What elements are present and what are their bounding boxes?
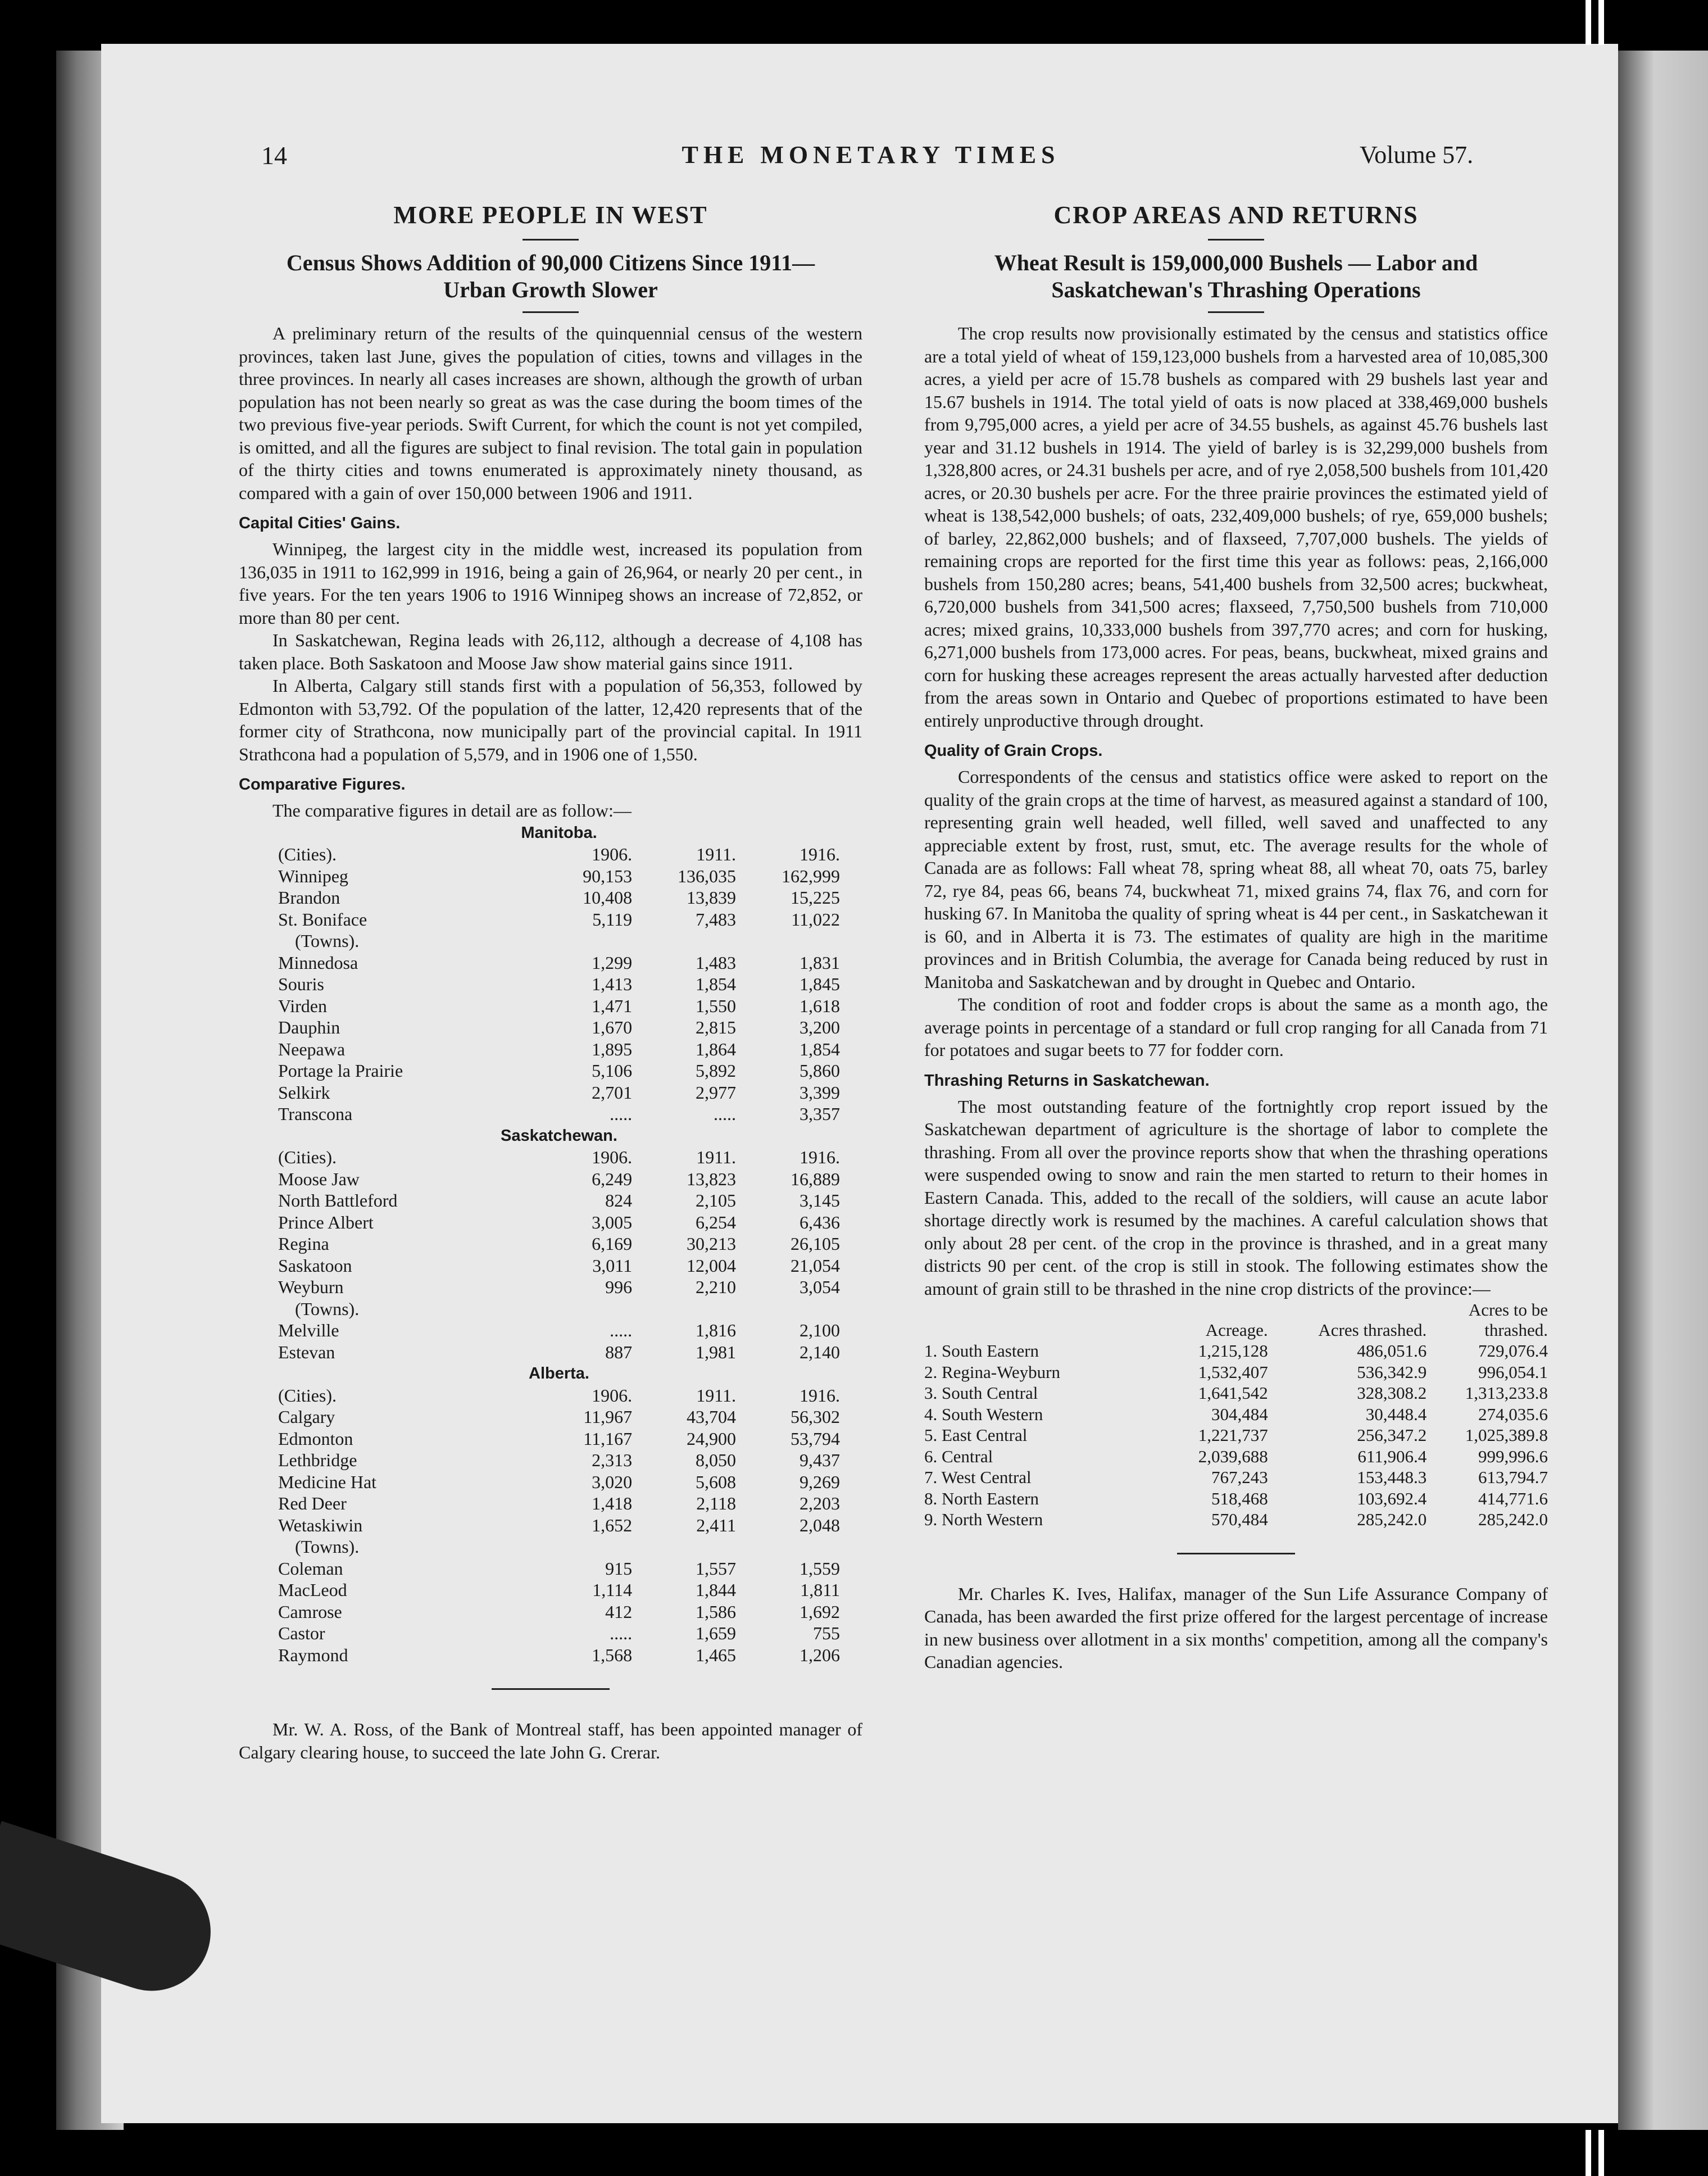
district-row [924, 1382, 1548, 1404]
subhead-line: Census Shows Addition of 90,000 Citizens Since 1911— [286, 250, 815, 275]
acres-thrashed: 328,308.2 [1357, 1383, 1427, 1403]
acreage: 1,215,128 [1198, 1341, 1268, 1361]
acres-to-be-thrashed: 1,313,233.8 [1465, 1383, 1548, 1403]
pop-1906: 2,313 [592, 1450, 633, 1470]
paragraph: In Alberta, Calgary still stands first with a population of 56,353, followed by Edmonton with 53,792. Of the population of the latter, 12,420 represents that of the former city of Strathcona, now municipally part of the provincial capital. In 1911 Strathcona had a population of 5,579, and in 1906 one of 1,550. [239, 676, 862, 764]
pop-1906: 3,020 [592, 1471, 633, 1492]
divider-rule [1208, 239, 1264, 241]
pop-1911: 1,816 [696, 1320, 737, 1340]
pop-1911: 13,823 [687, 1168, 737, 1189]
film-edge-mark [1598, 2130, 1604, 2176]
district-label: North Western [942, 1509, 1043, 1529]
province-heading-row [278, 822, 840, 844]
place-name: St. Boniface [278, 909, 367, 930]
district-label: South Central [942, 1383, 1038, 1403]
subhead-line: Urban Growth Slower [443, 277, 658, 302]
acreage: 1,221,737 [1198, 1425, 1268, 1445]
pop-1911: 1911. [696, 844, 737, 864]
district-label: South Eastern [942, 1341, 1039, 1361]
district-number: 1. [924, 1341, 938, 1361]
pop-1911: 5,608 [696, 1471, 737, 1492]
district-number: 4. [924, 1404, 938, 1424]
census-row [278, 1103, 840, 1125]
pop-1916: 9,269 [800, 1471, 840, 1492]
census-row [278, 1017, 840, 1039]
acreage: 2,039,688 [1198, 1446, 1268, 1466]
district-label: East Central [942, 1425, 1028, 1445]
place-name: Virden [278, 995, 327, 1016]
place-name: (Towns). [295, 1536, 360, 1557]
subhead-line: Wheat Result is 159,000,000 Bushels — Labor and [994, 250, 1478, 275]
census-row [278, 909, 840, 931]
pop-1906: 1906. [592, 844, 633, 864]
census-row [278, 1341, 840, 1363]
census-subheading-row [278, 1536, 840, 1558]
divider-rule [523, 239, 579, 241]
census-row [278, 1320, 840, 1341]
district-label: South Western [942, 1404, 1043, 1424]
pop-1911: 1,550 [696, 995, 737, 1016]
census-row [278, 1060, 840, 1082]
place-name: Winnipeg [278, 865, 348, 886]
acreage: 570,484 [1211, 1509, 1268, 1529]
pop-1916: 1,831 [800, 952, 840, 973]
pop-1916: 3,054 [800, 1277, 840, 1297]
pop-1911: 6,254 [696, 1212, 737, 1232]
pop-1916: 9,437 [800, 1450, 840, 1470]
pop-1911: 12,004 [687, 1255, 737, 1276]
census-row [278, 1622, 840, 1644]
census-row [278, 1471, 840, 1493]
place-name: Neepawa [278, 1039, 346, 1059]
place-name: (Cities). [278, 1147, 337, 1167]
district-name [924, 1340, 1166, 1362]
place-name: Prince Albert [278, 1212, 374, 1232]
place-name: Coleman [278, 1558, 343, 1579]
pop-1916: 1,692 [800, 1601, 840, 1622]
acreage: 1,641,542 [1198, 1383, 1268, 1403]
acreage-col-head: Acreage. [1205, 1320, 1268, 1340]
paragraph: Winnipeg, the largest city in the middle west, increased its population from 136,035 in 1911 to 162,999 in 1916, being a gain of 26,964, or nearly 20 per cent., in five years. For the ten years 1906 to 1916 Winnipeg shows an increase of 72,852, or more than 80 per cent. [239, 539, 862, 628]
pop-1906: 1,895 [592, 1039, 633, 1059]
pop-1906: 5,106 [592, 1060, 633, 1081]
pop-1916 [736, 1536, 840, 1558]
pop-1916: 1,811 [800, 1580, 840, 1600]
census-row [278, 995, 840, 1017]
pop-1916: 6,436 [800, 1212, 840, 1232]
pop-1906 [529, 1298, 632, 1320]
pop-1916: 162,999 [782, 865, 840, 886]
census-subheading-row [278, 1298, 840, 1320]
district-number: 2. [924, 1362, 938, 1382]
paragraph: The most outstanding feature of the fortnightly crop report issued by the Saskatchewan department of agriculture is the shortage of labor to complete the thrashing. From all over the province reports show that when the thrashing operations were suspended owing to snow and rain the men started to return to their homes in Eastern Canada. This, added to the recall of the soldiers, will cause an acute labor shortage directly work is resumed by the machines. A careful calculation shows that only about 28 per cent. of the crop in the province is thrashed, and in a great many districts 90 per cent. of the crop is still in stook. The following estimates show the amount of grain still to be thrashed in the nine crop districts of the province:— [924, 1096, 1548, 1299]
pop-1911: 1,586 [696, 1601, 737, 1622]
pop-1916: 2,203 [800, 1493, 840, 1513]
district-row [924, 1509, 1548, 1530]
acres-thrashed: 153,448.3 [1357, 1467, 1427, 1487]
province-name: Alberta. [529, 1364, 589, 1382]
census-row [278, 1579, 840, 1601]
pop-1911: 1,659 [696, 1623, 737, 1643]
pop-1906: ..... [610, 1320, 633, 1340]
place-name: (Cities). [278, 1385, 337, 1406]
district-name [924, 1467, 1166, 1488]
acres-thrashed: 285,242.0 [1357, 1509, 1427, 1529]
col-head-line: Acres to be [1468, 1300, 1548, 1320]
pop-1906: 11,167 [583, 1428, 633, 1449]
pop-1916: 11,022 [791, 909, 840, 930]
pop-1911: 1,981 [696, 1341, 737, 1362]
left-column [239, 200, 862, 1764]
place-name: (Cities). [278, 844, 337, 864]
section-heading: Thrashing Returns in Saskatchewan. [924, 1071, 1210, 1090]
place-name: (Towns). [295, 1298, 360, 1319]
pop-1911: 5,892 [696, 1060, 737, 1081]
pop-1906: 412 [605, 1601, 633, 1622]
province-name: Saskatchewan. [501, 1126, 617, 1145]
census-row [278, 1406, 840, 1428]
place-name: Saskatoon [278, 1255, 352, 1276]
pop-1911: 24,900 [687, 1428, 737, 1449]
paragraph: The comparative figures in detail are as follow:— [272, 800, 632, 820]
pop-1916: 3,145 [800, 1190, 840, 1211]
district-name [924, 1509, 1166, 1530]
divider-rule [523, 311, 579, 313]
district-number: 5. [924, 1425, 938, 1445]
census-row [278, 1233, 840, 1255]
section-heading: Capital Cities' Gains. [239, 514, 401, 532]
census-row [278, 865, 840, 887]
pop-1906: ..... [610, 1623, 633, 1643]
pop-1911: 2,210 [696, 1277, 737, 1297]
thrash-header-row [924, 1300, 1548, 1340]
pop-1916: 2,048 [800, 1515, 840, 1535]
acreage: 767,243 [1211, 1467, 1268, 1487]
acres-to-be-thrashed: 729,076.4 [1478, 1341, 1548, 1361]
pop-1916: 1916. [800, 844, 840, 864]
pop-1916: 755 [813, 1623, 840, 1643]
pop-1916: 3,200 [800, 1017, 840, 1037]
pop-1906: 824 [605, 1190, 633, 1211]
district-number: 3. [924, 1383, 938, 1403]
district-label: Regina-Weyburn [942, 1362, 1060, 1382]
adjacent-page-edge [1618, 51, 1708, 2130]
pop-1916: 3,399 [800, 1082, 840, 1103]
acres-to-be-thrashed: 1,025,389.8 [1465, 1425, 1548, 1445]
place-name: Camrose [278, 1601, 342, 1622]
pop-1906: 996 [605, 1277, 633, 1297]
place-name: Wetaskiwin [278, 1515, 363, 1535]
pop-1911: 1,844 [696, 1580, 737, 1600]
paragraph: The condition of root and fodder crops is about the same as a month ago, the average points in percentage of a standard or full crop ranging for all Canada from 71 for potatoes and sugar beets to 77 for fodder corn. [924, 994, 1548, 1060]
place-name: Portage la Prairie [278, 1060, 403, 1081]
intro-paragraph: The crop results now provisionally estimated by the census and statistics office are a total yield of wheat of 159,123,000 bushels from a harvested area of 10,085,300 acres, a yield per acre of 15.78 bushels as compared with 29 bushels last year and 15.67 bushels in 1914. The total yield of oats is now placed at 338,469,000 bushels from 9,795,000 acres, a yield per acre of 34.55 bushels, as against 45.76 bushels last year and 31.12 bushels in 1914. The yield of barley is is 32,299,000 bushels from 1,328,800 acres, or 24.31 bushels per acre, and of rye 2,058,500 bushels from 101,420 acres, or 20.30 bushels per acre. For the three prairie provinces the estimated yield of wheat is 138,542,000 bushels; of oats, 232,409,000 bushels; of rye, 659,000 bushels; of barley, 22,862,000 bushels; and of flaxseed, 7,707,000 bushels. The yields of remaining crops are reported for the first time this year as follows: peas, 2,166,000 bushels from 150,280 acres; beans, 541,400 bushels from 32,500 acres; buckwheat, 6,720,000 bushels from 341,500 acres; flaxseed, 7,750,500 bushels from 710,000 acres; mixed grains, 10,333,000 bushels from 397,770 acres; and corn for husking, 6,271,000 bushels from 173,000 acres. For peas, beans, buckwheat, mixed grains and corn for husking these acreages represent the areas actually harvested after deduction from the areas sown in Ontario and Quebec of proportions estimated to have been entirely unproductive through drought. [924, 323, 1548, 731]
pop-1916: 3,357 [800, 1104, 840, 1124]
district-name [924, 1362, 1166, 1383]
pop-1911: 1,557 [696, 1558, 737, 1579]
place-name: Selkirk [278, 1082, 330, 1103]
census-row [278, 952, 840, 974]
place-name: Lethbridge [278, 1450, 357, 1470]
section-heading: Comparative Figures. [239, 776, 406, 794]
pop-1906: 3,005 [592, 1212, 633, 1232]
district-name [924, 1488, 1166, 1509]
census-row [278, 1082, 840, 1104]
pop-1906: 11,967 [583, 1407, 633, 1427]
pop-1911 [632, 930, 736, 952]
news-note: Mr. W. A. Ross, of the Bank of Montreal staff, has been appointed manager of Calgary clearing house, to succeed the late John G. Crerar. [239, 1719, 862, 1762]
district-col-head [924, 1300, 1166, 1340]
pop-1906: 887 [605, 1341, 633, 1362]
pop-1906: 1,471 [592, 995, 633, 1016]
census-subheading-row [278, 844, 840, 865]
pop-1916: 1916. [800, 1385, 840, 1406]
divider-rule [492, 1688, 610, 1690]
acreage: 1,532,407 [1198, 1362, 1268, 1382]
acres-to-be-thrashed: 274,035.6 [1478, 1404, 1548, 1424]
place-name: MacLeod [278, 1580, 347, 1600]
pop-1916: 1,854 [800, 1039, 840, 1059]
place-name: Minnedosa [278, 952, 358, 973]
pop-1916: 53,794 [791, 1428, 840, 1449]
magazine-title: THE MONETARY TIMES [682, 141, 1060, 169]
pop-1906: 1,299 [592, 952, 633, 973]
district-label: North Eastern [942, 1488, 1039, 1508]
pop-1916 [736, 930, 840, 952]
census-row [278, 1428, 840, 1450]
census-row [278, 1190, 840, 1212]
census-row [278, 1212, 840, 1234]
acres-thrashed: 486,051.6 [1357, 1341, 1427, 1361]
district-label: West Central [941, 1467, 1032, 1487]
acres-to-be-thrashed: 996,054.1 [1478, 1362, 1548, 1382]
film-edge-mark [1586, 2130, 1591, 2176]
pop-1906: 2,701 [592, 1082, 633, 1103]
pop-1911: 8,050 [696, 1450, 737, 1470]
pop-1911: 1,864 [696, 1039, 737, 1059]
pop-1911: 136,035 [678, 865, 737, 886]
census-row [278, 1601, 840, 1623]
district-row [924, 1362, 1548, 1383]
pop-1916: 21,054 [791, 1255, 840, 1276]
pop-1911: 2,411 [696, 1515, 737, 1535]
province-name: Manitoba. [521, 823, 597, 842]
place-name: Raymond [278, 1644, 348, 1665]
district-row [924, 1446, 1548, 1467]
place-name: Souris [278, 974, 324, 994]
pop-1911: ..... [714, 1104, 737, 1124]
acres-thrashed: 536,342.9 [1357, 1362, 1427, 1382]
acres-to-be-thrashed: 999,996.6 [1478, 1446, 1548, 1466]
pop-1916: 2,140 [800, 1341, 840, 1362]
pop-1911: 1,854 [696, 974, 737, 994]
place-name: North Battleford [278, 1190, 398, 1211]
pop-1911: 30,213 [687, 1234, 737, 1254]
pop-1916: 5,860 [800, 1060, 840, 1081]
census-row [278, 1493, 840, 1515]
place-name: Castor [278, 1623, 325, 1643]
district-number: 6. [924, 1446, 938, 1466]
census-row [278, 1039, 840, 1060]
census-row [278, 1255, 840, 1277]
pop-1906: 6,169 [592, 1234, 633, 1254]
census-subheading-row [278, 930, 840, 952]
place-name: Red Deer [278, 1493, 347, 1513]
place-name: Moose Jaw [278, 1168, 360, 1189]
pop-1911: 2,977 [696, 1082, 737, 1103]
pop-1906: 1,652 [592, 1515, 633, 1535]
pop-1906: 1,670 [592, 1017, 633, 1037]
pop-1906: 1,418 [592, 1493, 633, 1513]
district-name [924, 1382, 1166, 1404]
acreage: 518,468 [1211, 1488, 1268, 1508]
census-row [278, 1558, 840, 1580]
acres-to-be-thrashed: 613,794.7 [1478, 1467, 1548, 1487]
acres-to-be-thrashed: 414,771.6 [1478, 1488, 1548, 1508]
census-row [278, 1515, 840, 1536]
right-column [924, 200, 1548, 1674]
pop-1916: 2,100 [800, 1320, 840, 1340]
intro-paragraph: A preliminary return of the results of the quinquennial census of the western provinces, taken last June, gives the population of cities, towns and villages in the three provinces. In nearly all cases increases are shown, although the growth of urban population has not been nearly so great as was the case during the boom times of the two previous five-year periods. Swift Current, for which the count is not yet compiled, is omitted, and all the figures are subject to final revision. The total gain in population of the thirty cities and towns enumerated is approximately ninety thousand, as compared with a gain of over 150,000 between 1906 and 1911. [239, 323, 862, 503]
pop-1906: 1,568 [592, 1644, 633, 1665]
province-heading-row [278, 1363, 840, 1385]
acres-thrashed: 103,692.4 [1357, 1488, 1427, 1508]
pop-1916: 16,889 [791, 1168, 840, 1189]
page-number: 14 [261, 141, 287, 170]
place-name: Regina [278, 1234, 329, 1254]
pop-1916: 1,618 [800, 995, 840, 1016]
census-row [278, 1276, 840, 1298]
district-label: Central [942, 1446, 993, 1466]
pop-1916: 1916. [800, 1147, 840, 1167]
thrashing-table [924, 1300, 1548, 1530]
pop-1906: 1,114 [592, 1580, 633, 1600]
pop-1906: 915 [605, 1558, 633, 1579]
district-row [924, 1404, 1548, 1425]
place-name: Calgary [278, 1407, 335, 1427]
pop-1916 [736, 1298, 840, 1320]
article-subhead [924, 250, 1548, 303]
census-row [278, 1644, 840, 1666]
pop-1916: 15,225 [791, 887, 840, 908]
place-name: Estevan [278, 1341, 335, 1362]
place-name: (Towns). [295, 931, 360, 951]
pop-1911: 2,118 [696, 1493, 737, 1513]
film-edge-mark [1586, 0, 1591, 45]
pop-1911: 2,815 [696, 1017, 737, 1037]
pop-1906: 5,119 [592, 909, 633, 930]
district-name [924, 1425, 1166, 1446]
district-number: 8. [924, 1488, 938, 1508]
pop-1906 [529, 930, 632, 952]
pop-1906: 10,408 [583, 887, 633, 908]
district-row [924, 1488, 1548, 1509]
place-name: Edmonton [278, 1428, 353, 1449]
place-name: Dauphin [278, 1017, 340, 1037]
place-name: Medicine Hat [278, 1471, 377, 1492]
acres-thrashed: 256,347.2 [1357, 1425, 1427, 1445]
pop-1916: 56,302 [791, 1407, 840, 1427]
pop-1911 [632, 1536, 736, 1558]
district-row [924, 1340, 1548, 1362]
pop-1916: 1,206 [800, 1644, 840, 1665]
pop-1916: 1,559 [800, 1558, 840, 1579]
census-row [278, 1449, 840, 1471]
col-head-line: thrashed. [1484, 1320, 1548, 1340]
divider-rule [1208, 311, 1264, 313]
pop-1911: 7,483 [696, 909, 737, 930]
district-number: 9. [924, 1509, 938, 1529]
pop-1911: 1911. [696, 1147, 737, 1167]
divider-rule [1177, 1553, 1295, 1554]
pop-1906: 90,153 [583, 865, 633, 886]
census-row [278, 973, 840, 995]
census-subheading-row [278, 1385, 840, 1407]
pop-1906: 6,249 [592, 1168, 633, 1189]
article-headline: CROP AREAS AND RETURNS [1053, 201, 1419, 229]
paragraph: Correspondents of the census and statistics office were asked to report on the quality of the grain crops at the time of harvest, as measured against a standard of 100, representing grain well headed, well filled, well saved and unaffected to any appreciable extent by frost, rust, smut, etc. The average results for the whole of Canada are as follows: Fall wheat 78, spring wheat 88, all wheat 70, oats 75, barley 72, rye 84, peas 66, beans 74, buckwheat 71, mixed grains 74, flax 76, and corn for husking 67. In Manitoba the quality of spring wheat is 44 per cent., in Saskatchewan it is 60, and in Alberta it is 73. The estimates of quality are high in the maritime provinces and in British Columbia, the average for Canada being reduced by rust in Manitoba and Saskatchewan and by drought in Quebec and Ontario. [924, 767, 1548, 992]
subhead-line: Saskatchewan's Thrashing Operations [1051, 277, 1421, 302]
census-row [278, 1168, 840, 1190]
district-name [924, 1446, 1166, 1467]
pop-1906: 1,413 [592, 974, 633, 994]
pop-1906: 3,011 [592, 1255, 633, 1276]
district-number: 7. [924, 1467, 938, 1487]
district-row [924, 1467, 1548, 1488]
article-headline: MORE PEOPLE IN WEST [393, 201, 708, 229]
province-heading-row [278, 1125, 840, 1147]
pop-1911: 1,483 [696, 952, 737, 973]
census-table [278, 822, 840, 1666]
pop-1906: ..... [610, 1104, 633, 1124]
census-subheading-row [278, 1146, 840, 1168]
pop-1916: 26,105 [791, 1234, 840, 1254]
place-name: Weyburn [278, 1277, 344, 1297]
place-name: Brandon [278, 887, 340, 908]
pop-1911: 13,839 [687, 887, 737, 908]
pop-1911: 1,465 [696, 1644, 737, 1665]
pop-1906: 1906. [592, 1385, 633, 1406]
paragraph: In Saskatchewan, Regina leads with 26,112, although a decrease of 4,108 has taken place. Both Saskatoon and Moose Jaw show material gains since 1911. [239, 630, 862, 673]
acres-thrashed: 611,906.4 [1357, 1446, 1427, 1466]
place-name: Transcona [278, 1104, 353, 1124]
to-be-thrashed-col-head [1427, 1300, 1548, 1340]
place-name: Melville [278, 1320, 339, 1340]
acres-to-be-thrashed: 285,242.0 [1478, 1509, 1548, 1529]
district-name [924, 1404, 1166, 1425]
pop-1911 [632, 1298, 736, 1320]
pop-1911: 2,105 [696, 1190, 737, 1211]
pop-1911: 43,704 [687, 1407, 737, 1427]
thrashed-col-head: Acres thrashed. [1318, 1320, 1427, 1340]
volume-label: Volume 57. [1360, 141, 1474, 169]
news-note: Mr. Charles K. Ives, Halifax, manager of the Sun Life Assurance Company of Canada, has been awarded the first prize offered for the largest percentage of increase in new business over allotment in a six months' competition, among all the company's Canadian agencies. [924, 1583, 1548, 1672]
pop-1911: 1911. [696, 1385, 737, 1406]
census-row [278, 887, 840, 909]
article-subhead [239, 250, 862, 303]
section-heading: Quality of Grain Crops. [924, 742, 1103, 760]
film-edge-mark [1598, 0, 1604, 45]
pop-1916: 1,845 [800, 974, 840, 994]
district-row [924, 1425, 1548, 1446]
acres-thrashed: 30,448.4 [1365, 1404, 1427, 1424]
pop-1906 [529, 1536, 632, 1558]
pop-1906: 1906. [592, 1147, 633, 1167]
acreage: 304,484 [1211, 1404, 1268, 1424]
